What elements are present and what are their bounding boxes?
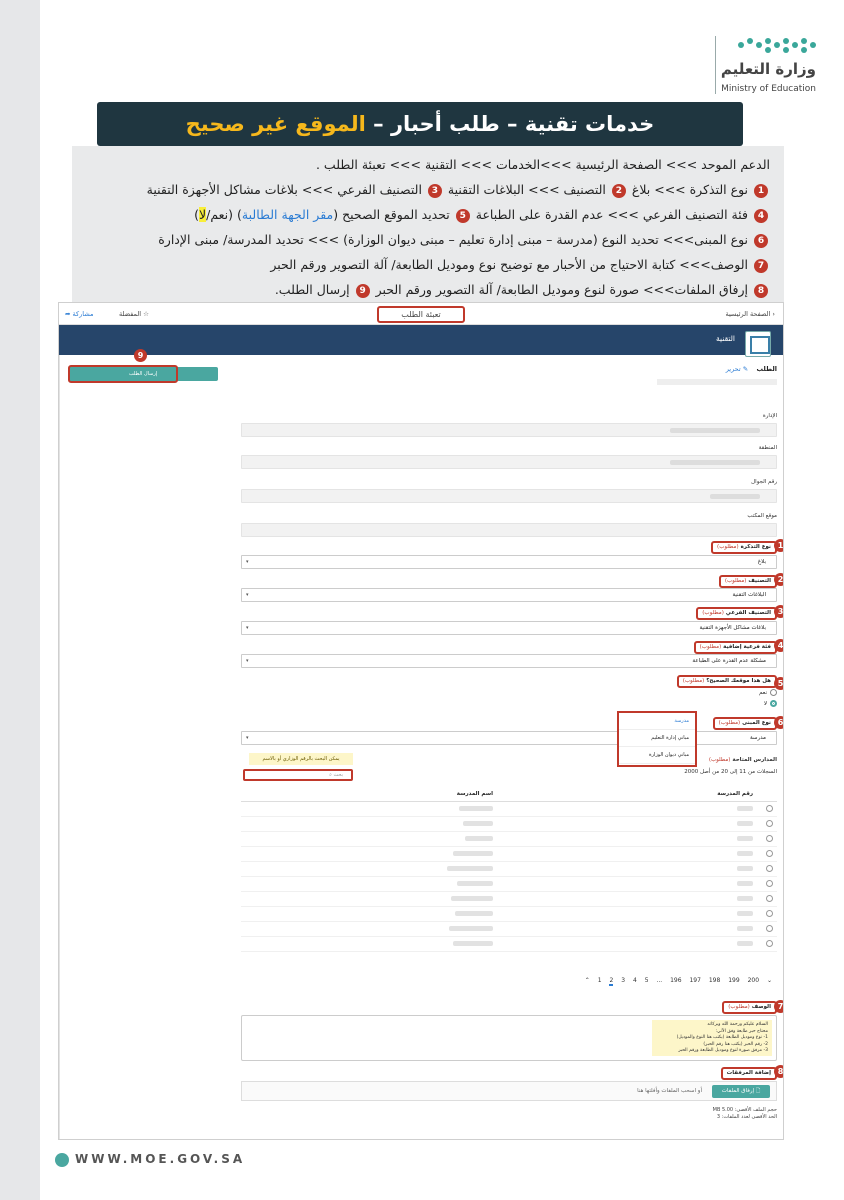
instruction-subcategory: التصنيف الفرعي >>> بلاغات مشاكل الأجهزة التقنية: [146, 182, 422, 197]
mobile-label: رقم الجوال: [751, 479, 777, 485]
step-badge-3: 3: [774, 605, 784, 618]
pager-page[interactable]: 197: [689, 977, 701, 984]
instruction-line-2: [82, 202, 770, 227]
favorite-link[interactable]: ☆ المفضلة: [119, 310, 149, 318]
building-type-dropdown: [617, 711, 697, 767]
submit-highlight: [68, 365, 178, 383]
page-title: [97, 102, 743, 146]
step-badge-8: 8: [774, 1065, 784, 1078]
category-label: التصنيف (مطلوب): [719, 575, 777, 588]
schools-label: المدارس المتاحة (مطلوب): [708, 757, 777, 763]
step-badge-4: 4: [774, 639, 784, 652]
pager-page[interactable]: 198: [708, 977, 721, 984]
attachments-dropzone[interactable]: [241, 1081, 777, 1101]
description-textarea[interactable]: [241, 1015, 777, 1061]
row-radio[interactable]: [766, 865, 773, 872]
pager-page-current[interactable]: 2: [609, 977, 614, 984]
instruction-ticket-type: نوع التذكرة >>> بلاغ: [631, 182, 749, 197]
extra-category-select[interactable]: مشكلة عدم القدرة على الطباعة ▾: [241, 654, 777, 668]
tab-fill-request[interactable]: تعبئة الطلب: [377, 306, 465, 323]
pager-page[interactable]: 1: [597, 977, 602, 984]
schools-count: السجلات من 11 إلى 20 من أصل 2000: [684, 769, 777, 775]
pager-next[interactable]: ⌄: [766, 977, 772, 984]
table-row[interactable]: [241, 906, 777, 921]
select-col-header: [757, 787, 777, 801]
top-nav: [59, 303, 783, 325]
subcategory-label: التصنيف الفرعي (مطلوب): [696, 607, 777, 620]
share-link[interactable]: مشاركة ➦: [65, 310, 94, 318]
step-badge-6: 6: [754, 234, 768, 248]
location-yes-radio[interactable]: نعم: [759, 689, 777, 696]
section-title: التقنية: [716, 334, 735, 343]
pager-page[interactable]: 3: [621, 977, 626, 984]
pager-page[interactable]: 5: [644, 977, 649, 984]
drop-hint: أو اسحب الملفات وأفلتها هنا: [637, 1088, 702, 1094]
building-type-label: نوع المبنى (مطلوب): [713, 717, 777, 730]
step-badge-2: 2: [612, 184, 626, 198]
schools-table: [241, 787, 777, 952]
schools-search-input[interactable]: بحث ⌕: [243, 769, 353, 781]
ministry-name-en: Ministry of Education: [721, 84, 816, 94]
school-number-header: رقم المدرسة: [497, 787, 757, 801]
admin-label: الإدارة: [762, 413, 777, 419]
request-heading: [726, 365, 777, 373]
table-row[interactable]: [241, 936, 777, 951]
attach-files-button[interactable]: 🗋 إرفاق الملفات: [712, 1085, 770, 1098]
ministry-logo: [696, 34, 816, 100]
file-limits: [713, 1107, 777, 1121]
instruction-category: التصنيف >>> البلاغات التقنية: [447, 182, 606, 197]
description-label: الوصف (مطلوب): [722, 1001, 777, 1014]
pagination: [582, 977, 775, 986]
request-title: الطلب: [756, 365, 777, 373]
table-row[interactable]: [241, 921, 777, 936]
row-radio[interactable]: [766, 880, 773, 887]
step-badge-4: 4: [754, 209, 768, 223]
instruction-close-paren: ): [194, 207, 199, 222]
location-no-radio[interactable]: لا: [764, 700, 777, 707]
title-prefix: خدمات تقنية – طلب أحبار –: [373, 112, 655, 136]
row-radio[interactable]: [766, 850, 773, 857]
footer-url[interactable]: WWW.MOE.GOV.SA: [55, 1152, 245, 1167]
instruction-location: تحديد الموقع الصحيح (: [333, 207, 450, 222]
step-badge-1: 1: [754, 184, 768, 198]
row-radio[interactable]: [766, 910, 773, 917]
row-radio[interactable]: [766, 805, 773, 812]
region-field: [241, 455, 777, 469]
table-row[interactable]: [241, 891, 777, 906]
table-row[interactable]: [241, 846, 777, 861]
row-radio[interactable]: [766, 820, 773, 827]
table-row[interactable]: [241, 876, 777, 891]
row-radio[interactable]: [766, 940, 773, 947]
step-badge-1: 1: [774, 539, 784, 552]
location-question-label: هل هذا موقعك الصحيح؟ (مطلوب): [677, 675, 777, 688]
logo-dots: [736, 34, 816, 56]
instruction-path: الدعم الموحد >>> الصفحة الرئيسية >>>الخدمات >>> التقنية >>> تعبئة الطلب .: [315, 157, 770, 172]
instruction-yes-no: ) (نعم/: [206, 207, 242, 222]
admin-field: [241, 423, 777, 437]
office-field[interactable]: [241, 523, 777, 537]
edit-link[interactable]: ✎ تحرير: [725, 365, 749, 373]
step-badge-2: 2: [774, 573, 784, 586]
request-subtitle: [657, 379, 777, 385]
ticket-type-select[interactable]: بلاغ ▾: [241, 555, 777, 569]
pager-page[interactable]: 199: [728, 977, 740, 984]
instruction-line-1: [82, 177, 770, 202]
region-label: المنطقة: [758, 445, 777, 451]
row-radio[interactable]: [766, 925, 773, 932]
building-type-select[interactable]: مدرسة ▾: [241, 731, 777, 745]
section-header: [59, 325, 783, 355]
ticket-type-label: نوع التذكرة (مطلوب): [711, 541, 777, 554]
subcategory-select[interactable]: بلاغات مشاكل الأجهزة التقنية ▾: [241, 621, 777, 635]
instruction-description: الوصف>>> كتابة الاحتياج من الأحبار مع توضيح نوع وموديل الطابعة/ آلة التصوير ورقم الحبر: [270, 257, 749, 272]
globe-icon: [55, 1153, 69, 1167]
mobile-field: [241, 489, 777, 503]
form-screenshot: [58, 302, 784, 1140]
step-badge-9: 9: [356, 284, 370, 298]
pager-ellipsis: ...: [656, 977, 663, 984]
school-name-header: اسم المدرسة: [241, 787, 497, 801]
table-row[interactable]: [241, 831, 777, 846]
max-file-count: الحد الأقصى لعدد الملفات: 3: [716, 1114, 777, 1120]
instruction-no-highlight: لا: [198, 207, 207, 222]
instruction-line-4: [82, 252, 770, 277]
search-icon: ⌕: [329, 772, 332, 778]
instructions-panel: [72, 146, 784, 302]
ministry-name-ar: وزارة التعليم: [720, 60, 816, 78]
table-row[interactable]: [241, 861, 777, 876]
pager-page[interactable]: 4: [632, 977, 637, 984]
building-option-ministry[interactable]: مباني ديوان الوزارة: [619, 747, 695, 764]
step-badge-9: 9: [134, 349, 147, 362]
logo-divider: [715, 36, 716, 94]
step-badge-7: 7: [754, 259, 768, 273]
instruction-building: نوع المبنى>>> تحديد النوع (مدرسة – مبنى إدارة تعليم – مبنى ديوان الوزارة) >>> تحديد المدرسة/ مبنى الإدارة: [158, 232, 749, 247]
instruction-submit: إرسال الطلب.: [274, 282, 350, 297]
schools-search-tip: يمكن البحث بالرقم الوزاري أو بالاسم: [249, 753, 353, 765]
step-badge-5: 5: [774, 677, 784, 690]
building-option-edu-admin[interactable]: مباني إدارة التعليم: [619, 730, 695, 747]
pager-prev[interactable]: ⌃: [584, 977, 590, 984]
row-radio[interactable]: [766, 895, 773, 902]
instruction-attachments: إرفاق الملفات>>> صورة لنوع وموديل الطابعة/ آلة التصوير ورقم الحبر: [375, 282, 749, 297]
office-label: موقع المكتب: [747, 513, 777, 519]
table-row[interactable]: [241, 801, 777, 816]
instruction-line-3: [82, 227, 770, 252]
pager-page[interactable]: 200: [747, 977, 760, 984]
step-badge-6: 6: [774, 716, 784, 729]
instruction-location-hint: مقر الجهة الطالبة: [241, 207, 334, 222]
category-select[interactable]: البلاغات التقنية ▾: [241, 588, 777, 602]
extra-category-label: فئة فرعية إضافية (مطلوب): [694, 641, 777, 654]
max-file-size: حجم الملف الأقصى: 5.00 MB: [712, 1107, 777, 1113]
submit-button[interactable]: إرسال الطلب: [68, 367, 218, 381]
table-row[interactable]: [241, 816, 777, 831]
title-highlight: الموقع غير صحيح: [185, 112, 366, 136]
pager-page[interactable]: 196: [670, 977, 682, 984]
step-badge-7: 7: [774, 1000, 784, 1013]
file-icon: 🗋: [755, 1088, 761, 1094]
instruction-extra: فئة التصنيف الفرعي >>> عدم القدرة على الطباعة: [475, 207, 749, 222]
instruction-line-5: [82, 277, 770, 302]
technical-service-icon: [745, 331, 771, 357]
row-radio[interactable]: [766, 835, 773, 842]
step-badge-5: 5: [456, 209, 470, 223]
left-side-strip: [0, 0, 40, 1200]
request-form: [235, 355, 783, 1140]
step-badge-8: 8: [754, 284, 768, 298]
description-hint: السلام عليكم ورحمة الله وبركاته محتاج حبر طابعة وفق الآتي: 1- نوع وموديل الطابعة (يكتب هنا النوع والموديل) 2- رقم الحبر (يكتب هنا رقم الحبر) 3- مرفق صورة لنوع وموديل الطابعة ورقم الحبر: [652, 1020, 772, 1056]
building-option-school[interactable]: مدرسة: [619, 713, 695, 730]
step-badge-3: 3: [428, 184, 442, 198]
side-panel: [59, 351, 225, 1140]
breadcrumb[interactable]: ‹ الصفحة الرئيسية: [725, 310, 775, 318]
attachments-label: إضافة المرفقات: [721, 1067, 777, 1080]
